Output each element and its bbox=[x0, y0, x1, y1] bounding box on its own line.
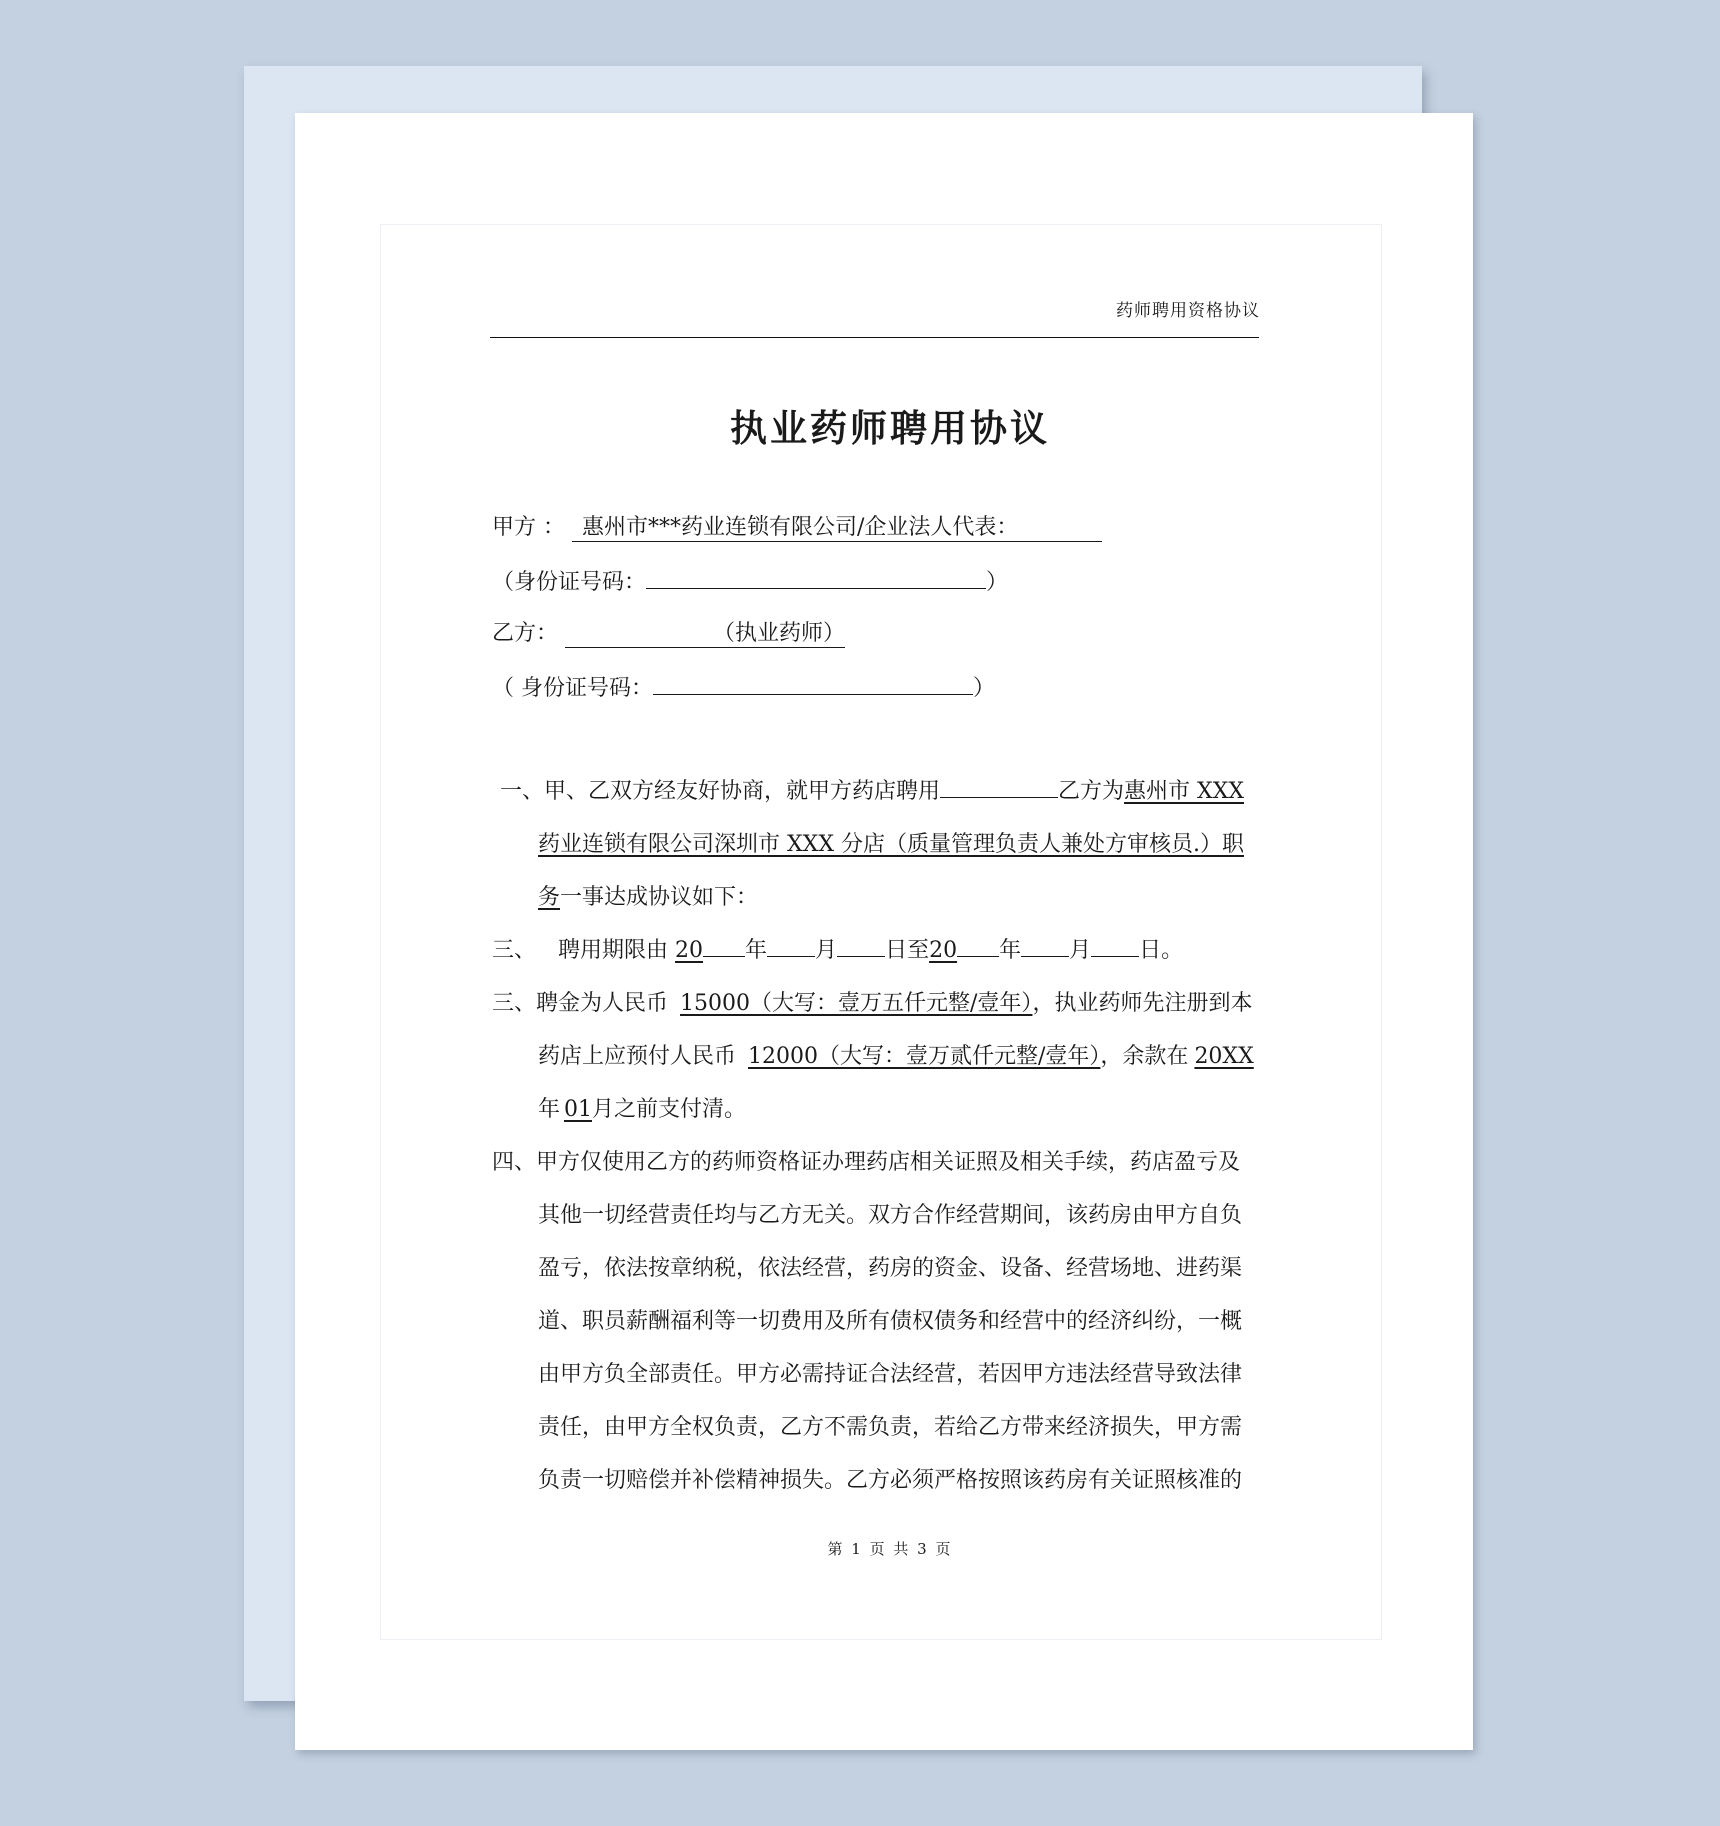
clause-3 bbox=[492, 977, 1252, 1030]
party-a-value: 惠州市***药业连锁有限公司/企业法人代表： bbox=[572, 515, 1102, 542]
clause-1 bbox=[500, 765, 1244, 818]
party-a-label: 甲方 ： bbox=[492, 515, 565, 540]
party-a-id-line bbox=[492, 566, 1008, 598]
clause-1-cont bbox=[538, 818, 1244, 924]
clause-4 bbox=[492, 1136, 1240, 1189]
running-header: 药师聘用资格协议 bbox=[1116, 301, 1260, 321]
party-a-id-label: （身份证号码： bbox=[492, 570, 647, 595]
clause-4-cont bbox=[538, 1189, 1242, 1507]
clause-3-line-2: 药店上应预付人民币 12000（大写：壹万贰仟元整/壹年），余款在 20XX bbox=[538, 1044, 1254, 1069]
clause-4-line-4: 道、职员薪酬福利等一切费用及所有债权债务和经营中的经济纠纷，一概 bbox=[538, 1309, 1243, 1334]
clause-1-line-3: 务一事达成协议如下： bbox=[538, 885, 759, 910]
clause-3-line-1: 三、聘金为人民币 15000（大写：壹万五仟元整/壹年），执业药师先注册到本 bbox=[492, 991, 1253, 1016]
clause-3-cont bbox=[538, 1030, 1254, 1136]
clause-1-line-2: 药业连锁有限公司深圳市 XXX 分店（质量管理负责人兼处方审核员.）职 bbox=[538, 832, 1244, 857]
party-b-label: 乙方： bbox=[492, 621, 559, 646]
clause-4-line-1: 四、 甲方仅使用乙方的药师资格证办理药店相关证照及相关手续，药店盈亏及 bbox=[492, 1150, 1241, 1175]
clause-4-line-3: 盈亏，依法按章纳税，依法经营，药房的资金、设备、经营场地、进药渠 bbox=[538, 1256, 1243, 1281]
party-a-id-blank bbox=[646, 566, 986, 589]
party-b-line bbox=[492, 619, 845, 649]
clause-1-line-1: 一、甲、乙双方经友好协商，就甲方药店聘用 乙方为惠州市 XXX bbox=[500, 765, 1244, 818]
party-a-line bbox=[492, 513, 1102, 543]
party-b-id-close: ） bbox=[973, 676, 996, 701]
party-b-id-label: （ 身份证号码： bbox=[492, 676, 653, 701]
party-b-id-blank bbox=[653, 672, 973, 695]
clause-4-line-5: 由甲方负全部责任。甲方必需持证合法经营，若因甲方违法经营导致法律 bbox=[538, 1362, 1243, 1387]
page-number: 第 1 页 共 3 页 bbox=[827, 1540, 953, 1558]
party-a-id-close: ） bbox=[986, 570, 1009, 595]
clause-4-line-6: 责任，由甲方全权负责，乙方不需负责，若给乙方带来经济损失，甲方需 bbox=[538, 1415, 1243, 1440]
header-divider bbox=[490, 337, 1259, 338]
document-title: 执业药师聘用协议 bbox=[730, 406, 1050, 450]
party-b-value: （执业药师） bbox=[565, 621, 845, 648]
clause-4-line-2: 其他一切经营责任均与乙方无关。双方合作经营期间，该药房由甲方自负 bbox=[538, 1203, 1243, 1228]
party-b-id-line bbox=[492, 672, 995, 704]
clause-3-line-3: 年 01月之前支付清。 bbox=[538, 1097, 747, 1122]
clause-4-line-7: 负责一切赔偿并补偿精神损失。乙方必须严格按照该药房有关证照核准的 bbox=[538, 1468, 1243, 1493]
clause-2: 三、 聘用期限由 20 年 月 日至20 年 月 日。 bbox=[492, 924, 1183, 977]
